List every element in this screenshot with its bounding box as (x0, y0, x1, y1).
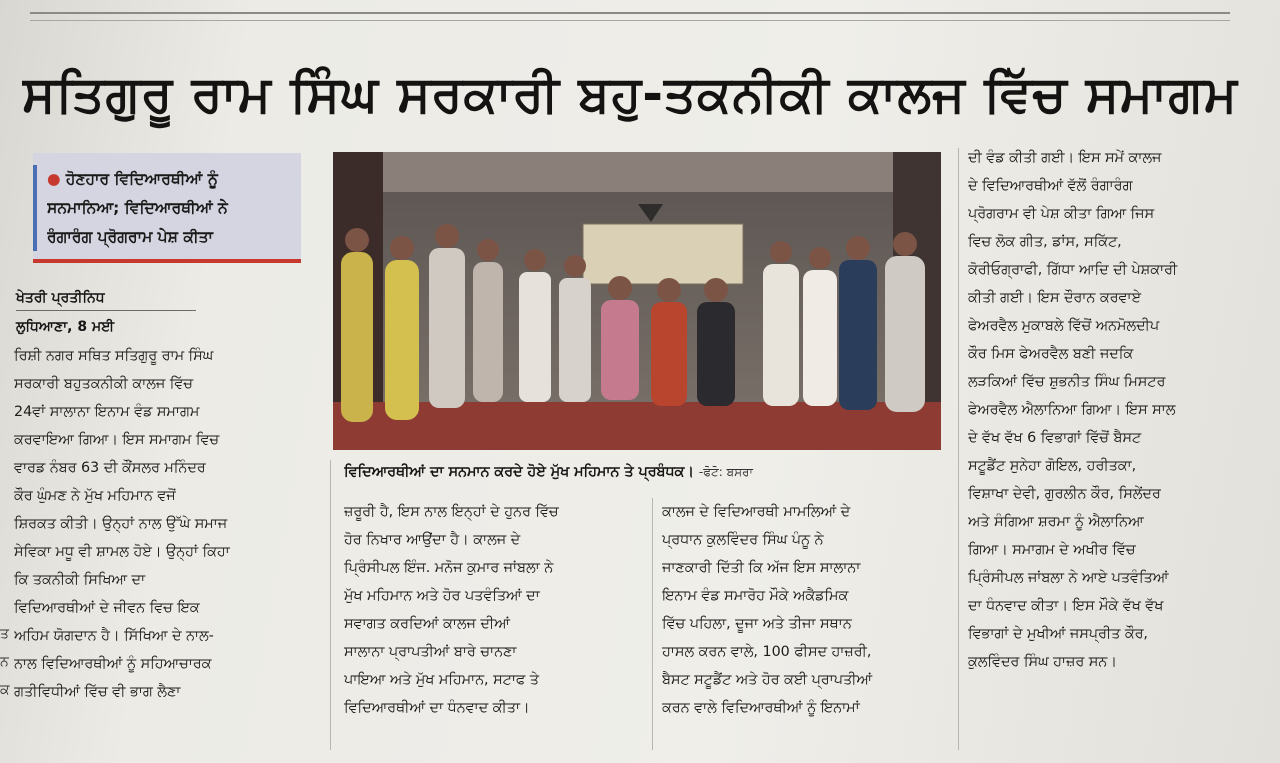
photo-credit: -ਫੋਟੋ: ਬਸਰਾ (698, 465, 753, 479)
text-line: ਪ੍ਰੋਗਰਾਮ ਵੀ ਪੇਸ਼ ਕੀਤਾ ਗਿਆ ਜਿਸ (968, 206, 1154, 222)
text-line: ਦੇ ਵੱਖ ਵੱਖ 6 ਵਿਭਾਗਾਂ ਵਿੱਚੋਂ ਬੈਸਟ (968, 430, 1142, 446)
deck-line: ਰੰਗਾਰੰਗ ਪ੍ਰੋਗਰਾਮ ਪੇਸ਼ ਕੀਤਾ (47, 228, 213, 246)
text-line: ਨਾਲ ਵਿਦਿਆਰਥੀਆਂ ਨੂੰ ਸਹਿਆਚਾਰਕ (14, 656, 212, 672)
text-line: ਸਵਾਗਤ ਕਰਦਿਆਂ ਕਾਲਜ ਦੀਆਂ (344, 616, 510, 632)
text-line: ਕੀਤੀ ਗਈ। ਇਸ ਦੌਰਾਨ ਕਰਵਾਏ (968, 290, 1141, 306)
deck-accent-bar (33, 165, 37, 251)
text-line: ਵਿਸ਼ਾਖਾ ਦੇਵੀ, ਗੁਰਲੀਨ ਕੌਰ, ਸਿਲੇਂਦਰ (968, 486, 1161, 502)
text-line: ਸਰਕਾਰੀ ਬਹੁਤਕਨੀਕੀ ਕਾਲਜ ਵਿੱਚ (14, 376, 193, 392)
text-line: ਕਰਨ ਵਾਲੇ ਵਿਦਿਆਰਥੀਆਂ ਨੂੰ ਇਨਾਮਾਂ (662, 700, 860, 716)
text-fragment: ਤ (0, 626, 9, 642)
dateline: ਲੁਧਿਆਣਾ, 8 ਮਈ (16, 319, 115, 335)
text-line: ਜਾਣਕਾਰੀ ਦਿੱਤੀ ਕਿ ਅੱਜ ਇਸ ਸਾਲਾਨਾ (662, 560, 861, 576)
text-line: ਲੜਕਿਆਂ ਵਿੱਚ ਸ਼ੁਭਨੀਤ ਸਿੰਘ ਮਿਸਟਰ (968, 374, 1166, 390)
column-divider (330, 460, 331, 750)
text-line: ਸਾਲਾਨਾ ਪ੍ਰਾਪਤੀਆਂ ਬਾਰੇ ਚਾਨਣਾ (344, 644, 517, 660)
bullet-icon: ● (47, 170, 66, 188)
text-line: ਕੋਰੀਓਗ੍ਰਾਫੀ, ਗਿੱਧਾ ਆਦਿ ਦੀ ਪੇਸ਼ਕਾਰੀ (968, 262, 1178, 278)
text-fragment: ਨ (0, 654, 9, 670)
text-line: ਪ੍ਰਿੰਸੀਪਲ ਜਾਂਬਲਾ ਨੇ ਆਏ ਪਤਵੰਤਿਆਂ (968, 570, 1169, 586)
text-line: ਸੇਵਿਕਾ ਮਧੂ ਵੀ ਸ਼ਾਮਲ ਹੋਏ। ਉਨ੍ਹਾਂ ਕਿਹਾ (14, 544, 230, 560)
article-column-1 (14, 342, 314, 750)
adjacent-column-fragment (0, 620, 10, 740)
text-line: ਵਿਦਿਆਰਥੀਆਂ ਦਾ ਧੰਨਵਾਦ ਕੀਤਾ। (344, 700, 530, 716)
text-line: ਵਿੱਚ ਪਹਿਲਾ, ਦੂਜਾ ਅਤੇ ਤੀਜਾ ਸਥਾਨ (662, 616, 852, 632)
text-line: ਫੇਅਰਵੈਲ ਮੁਕਾਬਲੇ ਵਿੱਚੋਂ ਅਨਮੋਲਦੀਪ (968, 318, 1160, 334)
text-line: ਕਿ ਤਕਨੀਕੀ ਸਿਖਿਆ ਦਾ (14, 572, 146, 588)
text-fragment: ਕ (0, 682, 10, 698)
text-line: ਮੁੱਖ ਮਹਿਮਾਨ ਅਤੇ ਹੋਰ ਪਤਵੰਤਿਆਂ ਦਾ (344, 588, 540, 604)
column-divider (652, 498, 653, 750)
text-line: ਬੈਸਟ ਸਟੂਡੈਂਟ ਅਤੇ ਹੋਰ ਕਈ ਪ੍ਰਾਪਤੀਆਂ (662, 672, 873, 688)
text-line: ਅਹਿਮ ਯੋਗਦਾਨ ਹੈ। ਸਿੱਖਿਆ ਦੇ ਨਾਲ- (14, 628, 214, 644)
text-line: ਗਿਆ। ਸਮਾਗਮ ਦੇ ਅਖੀਰ ਵਿੱਚ (968, 542, 1136, 558)
text-line: ਵਿਚ ਲੋਕ ਗੀਤ, ਡਾਂਸ, ਸਕਿੱਟ, (968, 234, 1122, 250)
deck-line: ਸਨਮਾਨਿਆ; ਵਿਦਿਆਰਥੀਆਂ ਨੇ (47, 199, 228, 217)
text-line: ਪ੍ਰਧਾਨ ਕੁਲਵਿੰਦਰ ਸਿੰਘ ਪੰਨੂ ਨੇ (662, 532, 824, 548)
group-photo-illustration (333, 152, 941, 450)
headline: ਸਤਿਗੁਰੂ ਰਾਮ ਸਿੰਘ ਸਰਕਾਰੀ ਬਹੁ-ਤਕਨੀਕੀ ਕਾਲਜ ਵਿੱਚ ਸਮਾਗਮ (22, 65, 1238, 123)
byline: ਖੇਤਰੀ ਪ੍ਰਤੀਨਿਧ (16, 290, 105, 306)
text-line: ਕੌਰ ਮਿਸ ਫੇਅਰਵੈਲ ਬਣੀ ਜਦਕਿ (968, 346, 1134, 362)
text-line: 24ਵਾਂ ਸਾਲਾਨਾ ਇਨਾਮ ਵੰਡ ਸਮਾਗਮ (14, 404, 200, 420)
text-line: ਵਾਰਡ ਨੰਬਰ 63 ਦੀ ਕੌਂਸਲਰ ਮਨਿੰਦਰ (14, 460, 206, 476)
text-line: ਇਨਾਮ ਵੰਡ ਸਮਾਰੋਹ ਮੌਕੇ ਅਕੈਡਮਿਕ (662, 588, 849, 604)
text-line: ਦਾ ਧੰਨਵਾਦ ਕੀਤਾ। ਇਸ ਮੌਕੇ ਵੱਖ ਵੱਖ (968, 598, 1164, 614)
text-line: ਗਤੀਵਿਧੀਆਂ ਵਿੱਚ ਵੀ ਭਾਗ ਲੈਣਾ (14, 684, 181, 700)
text-line: ਅਤੇ ਸੰਗਿਆ ਸ਼ਰਮਾ ਨੂੰ ਐਲਾਨਿਆ (968, 514, 1144, 530)
article-column-2 (344, 498, 634, 750)
text-line: ਕਾਲਜ ਦੇ ਵਿਦਿਆਰਥੀ ਮਾਮਲਿਆਂ ਦੇ (662, 504, 851, 520)
text-line: ਕਰਵਾਇਆ ਗਿਆ। ਇਸ ਸਮਾਗਮ ਵਿਚ (14, 432, 220, 448)
text-line: ਦੀ ਵੰਡ ਕੀਤੀ ਗਈ। ਇਸ ਸਮੇਂ ਕਾਲਜ (968, 150, 1162, 166)
event-photo (333, 152, 941, 450)
text-line: ਹੋਰ ਨਿਖਾਰ ਆਉਂਦਾ ਹੈ। ਕਾਲਜ ਦੇ (344, 532, 521, 548)
text-line: ਕੌਰ ਘੁੰਮਣ ਨੇ ਮੁੱਖ ਮਹਿਮਾਨ ਵਜੋਂ (14, 488, 176, 504)
deck-box (33, 153, 301, 263)
article-column-3 (662, 498, 952, 750)
text-line: ਕੁਲਵਿੰਦਰ ਸਿੰਘ ਹਾਜ਼ਰ ਸਨ। (968, 654, 1117, 670)
text-line: ਸ਼ਿਰਕਤ ਕੀਤੀ। ਉਨ੍ਹਾਂ ਨਾਲ ਉੱਘੇ ਸਮਾਜ (14, 516, 228, 532)
text-line: ਦੇ ਵਿਦਿਆਰਥੀਆਂ ਵੱਲੋਂ ਰੰਗਾਰੰਗ (968, 178, 1133, 194)
column-divider (958, 148, 959, 750)
byline-rule (16, 310, 196, 311)
text-line: ਫੇਅਰਵੈਲ ਐਲਾਨਿਆ ਗਿਆ। ਇਸ ਸਾਲ (968, 402, 1176, 418)
text-line: ਸਟੂਡੈਂਟ ਸੁਨੇਹਾ ਗੋਇਲ, ਹਰੀਤਕਾ, (968, 458, 1137, 474)
text-line: ਵਿਦਿਆਰਥੀਆਂ ਦੇ ਜੀਵਨ ਵਿਚ ਇਕ (14, 600, 200, 616)
text-line: ਜ਼ਰੂਰੀ ਹੈ, ਇਸ ਨਾਲ ਇਨ੍ਹਾਂ ਦੇ ਹੁਨਰ ਵਿੱਚ (344, 504, 559, 520)
photo-caption: ਵਿਦਿਆਰਥੀਆਂ ਦਾ ਸਨਮਾਨ ਕਰਦੇ ਹੋਏ ਮੁੱਖ ਮਹਿਮਾਨ ਤੇ ਪ੍ਰਬੰਧਕ। -ਫੋਟੋ: ਬਸਰਾ (344, 464, 753, 480)
text-line: ਪਾਇਆ ਅਤੇ ਮੁੱਖ ਮਹਿਮਾਨ, ਸਟਾਫ ਤੇ (344, 672, 539, 688)
text-line: ਪ੍ਰਿੰਸੀਪਲ ਇੰਜ. ਮਨੋਜ ਕੁਮਾਰ ਜਾਂਬਲਾ ਨੇ (344, 560, 554, 576)
text-line: ਰਿਸ਼ੀ ਨਗਰ ਸਥਿਤ ਸਤਿਗੁਰੂ ਰਾਮ ਸਿੰਘ (14, 348, 214, 364)
text-line: ਵਿਭਾਗਾਂ ਦੇ ਮੁਖੀਆਂ ਜਸਪ੍ਰੀਤ ਕੌਰ, (968, 626, 1148, 642)
top-rule (30, 12, 1230, 21)
deck-line: ● ਹੋਣਹਾਰ ਵਿਦਿਆਰਥੀਆਂ ਨੂੰ (47, 170, 218, 188)
article-column-4 (968, 144, 1258, 750)
text-line: ਹਾਸਲ ਕਰਨ ਵਾਲੇ, 100 ਫੀਸਦ ਹਾਜ਼ਰੀ, (662, 644, 872, 660)
